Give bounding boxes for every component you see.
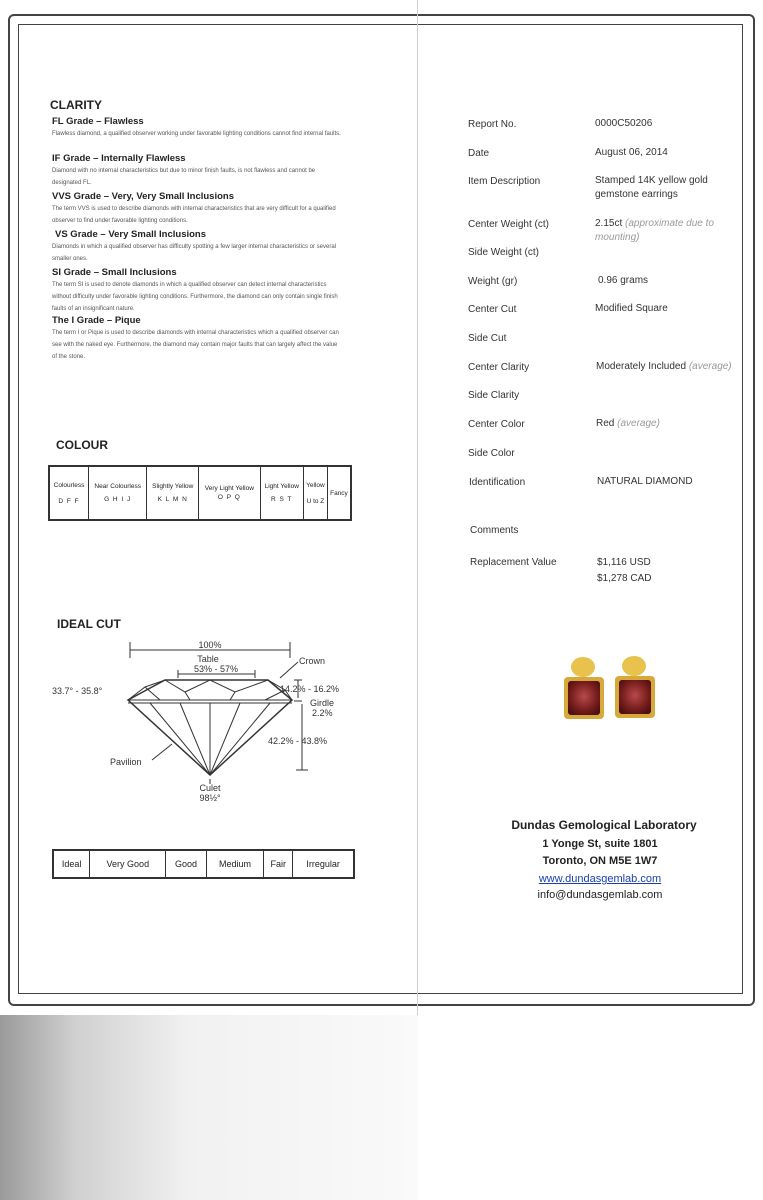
left-earring-back — [571, 657, 595, 677]
side-weight-label: Side Weight (ct) — [468, 247, 539, 258]
clarity-title: CLARITY — [50, 98, 102, 112]
cut-total-width-label: 100% — [198, 640, 222, 650]
si-grade-heading: SI Grade – Small Inclusions — [52, 267, 177, 278]
lab-address-line1: 1 Yonge St, suite 1801 — [542, 838, 658, 850]
colour-near-colourless-label: Near Colourless — [94, 483, 141, 490]
fl-grade-description: Flawless diamond, a qualified observer working under favorable lighting conditions cannot find internal faults. — [52, 131, 341, 137]
center-clarity-label: Center Clarity — [468, 362, 530, 373]
center-weight-value — [595, 217, 755, 245]
lab-name: Dundas Gemological Laboratory — [511, 818, 697, 832]
cut-grade-good: Good — [166, 850, 206, 878]
cut-grade-medium: Medium — [206, 850, 264, 878]
identification-value: NATURAL DIAMOND — [597, 476, 693, 487]
right-earring-back — [622, 656, 646, 676]
report-no-label: Report No. — [468, 119, 517, 130]
center-color-value — [596, 417, 660, 431]
center-clarity-grade: Moderately Included — [596, 361, 687, 372]
diamond-cut-diagram — [40, 632, 380, 807]
side-cut-label: Side Cut — [468, 333, 507, 344]
cut-crown-angle: 33.7° - 35.8° — [52, 686, 103, 696]
colour-slightly-yellow-cell — [147, 466, 199, 520]
item-description-label: Item Description — [468, 176, 541, 187]
colour-light-yellow-cell — [260, 466, 303, 520]
center-clarity-value — [596, 360, 732, 374]
cut-table-label: Table — [197, 654, 219, 664]
weight-label: Weight (gr) — [468, 276, 518, 287]
cut-culet-label: Culet — [199, 783, 221, 793]
fl-grade-heading: FL Grade – Flawless — [52, 116, 144, 127]
center-cut-value: Modified Square — [595, 303, 668, 314]
cut-grade-ideal: Ideal — [53, 850, 90, 878]
colour-very-light-yellow-label: Very Light Yellow — [204, 485, 254, 492]
colour-yellow-label: Yellow — [306, 481, 325, 489]
cut-girdle-label: Girdle — [310, 698, 335, 708]
colour-very-light-yellow-cell — [199, 466, 260, 520]
item-description-value: Stamped 14K yellow gold gemstone earrings — [595, 175, 708, 200]
colour-light-yellow-letters: R S T — [271, 496, 293, 503]
ideal-cut-title: IDEAL CUT — [57, 617, 121, 631]
colour-very-light-yellow-letters: O P Q — [217, 494, 241, 501]
colour-near-colourless-cell — [89, 466, 147, 520]
lab-email: info@dundasgemlab.com — [537, 889, 663, 901]
comments-label: Comments — [470, 525, 519, 536]
colour-near-colourless-letters: G H I J — [104, 496, 132, 503]
colour-fancy-label: Fancy — [330, 489, 348, 497]
if-grade-description: Diamond with no internal characteristics but due to minor finish faults, is not flawless and cannot be designated FL. — [52, 168, 316, 186]
center-clarity-note: (average) — [688, 361, 732, 372]
colour-slightly-yellow-label: Slightly Yellow — [152, 483, 194, 490]
left-earring-gem — [568, 681, 600, 715]
colour-title: COLOUR — [56, 438, 108, 452]
cut-grade-table — [52, 849, 355, 879]
cut-grade-fair: Fair — [264, 850, 293, 878]
i-grade-description: The term I or Pique is used to describe diamonds with internal characteristics which a qualified observer can see with the naked eye. Furthermore, the diamond may contain major faults that can largely affect the value of the stone. — [52, 330, 339, 360]
side-clarity-label: Side Clarity — [468, 390, 520, 401]
vvs-grade-description: The term VVS is used to describe diamonds with internal characteristics that are very difficult for a qualified observer to find under favorable lighting conditions. — [52, 206, 336, 224]
vvs-grade-heading: VVS Grade – Very, Very Small Inclusions — [52, 191, 234, 202]
vs-grade-heading: VS Grade – Very Small Inclusions — [55, 229, 207, 240]
colour-colourless-letters: D F F — [58, 497, 80, 505]
center-color-note: (average) — [617, 418, 660, 429]
weight-value: 0.96 grams — [598, 275, 649, 286]
si-grade-description: The term SI is used to denote diamonds in which a qualified observer can detect internal characteristics without difficulty under favorable lighting conditions. Furthermore, the diamond can only contain single finish faults of an insignificant nature. — [52, 282, 338, 312]
report-no-value: 0000C50206 — [595, 118, 653, 129]
scan-shadow — [0, 1015, 418, 1200]
date-label: Date — [468, 148, 490, 159]
identification-label: Identification — [469, 477, 526, 488]
right-earring-gem — [619, 680, 651, 714]
date-value: August 06, 2014 — [595, 147, 668, 158]
cut-grade-irregular: Irregular — [293, 850, 354, 878]
colour-yellow-letters: U to Z — [306, 497, 325, 505]
replacement-value-label: Replacement Value — [470, 557, 557, 568]
center-weight-amount: 2.15ct — [595, 218, 623, 229]
vs-grade-description: Diamonds in which a qualified observer has difficulty spotting a few larger internal characteristics or several smaller ones. — [52, 244, 337, 262]
replacement-value-cad: $1,278 CAD — [597, 573, 652, 584]
replacement-value-usd: $1,116 USD — [597, 557, 651, 568]
cut-table-range: 53% - 57% — [193, 664, 239, 674]
center-weight-label: Center Weight (ct) — [468, 219, 549, 230]
cut-pavilion-label: Pavilion — [110, 757, 142, 767]
colour-yellow-cell — [303, 466, 327, 520]
cut-culet-angle: 98½° — [199, 793, 221, 803]
cut-grade-very-good: Very Good — [90, 850, 166, 878]
cut-pavilion-depth: 42.2% - 43.8% — [268, 736, 328, 746]
colour-light-yellow-label: Light Yellow — [264, 483, 299, 490]
colour-scale-table — [48, 465, 352, 521]
colour-colourless-cell — [49, 466, 89, 520]
side-color-label: Side Color — [468, 448, 515, 459]
center-cut-label: Center Cut — [468, 304, 517, 315]
center-color-label: Center Color — [468, 419, 525, 430]
lab-address-line2: Toronto, ON M5E 1W7 — [542, 855, 658, 867]
cut-crown-height: 14.2% - 16.2% — [280, 684, 340, 694]
cut-girdle-percentage: 2.2% — [312, 708, 333, 718]
lab-website-link[interactable]: www.dundasgemlab.com — [538, 873, 662, 885]
colour-fancy-cell — [327, 466, 351, 520]
if-grade-heading: IF Grade – Internally Flawless — [52, 153, 186, 164]
center-color-grade: Red — [596, 418, 615, 429]
cut-crown-label: Crown — [299, 656, 326, 666]
colour-slightly-yellow-letters: K L M N — [157, 496, 188, 503]
center-weight-note: (approximate due to mounting) — [595, 218, 714, 243]
i-grade-heading: The I Grade – Pique — [52, 315, 141, 326]
earrings-photo — [555, 655, 665, 730]
colour-colourless-label: Colourless — [53, 481, 85, 489]
